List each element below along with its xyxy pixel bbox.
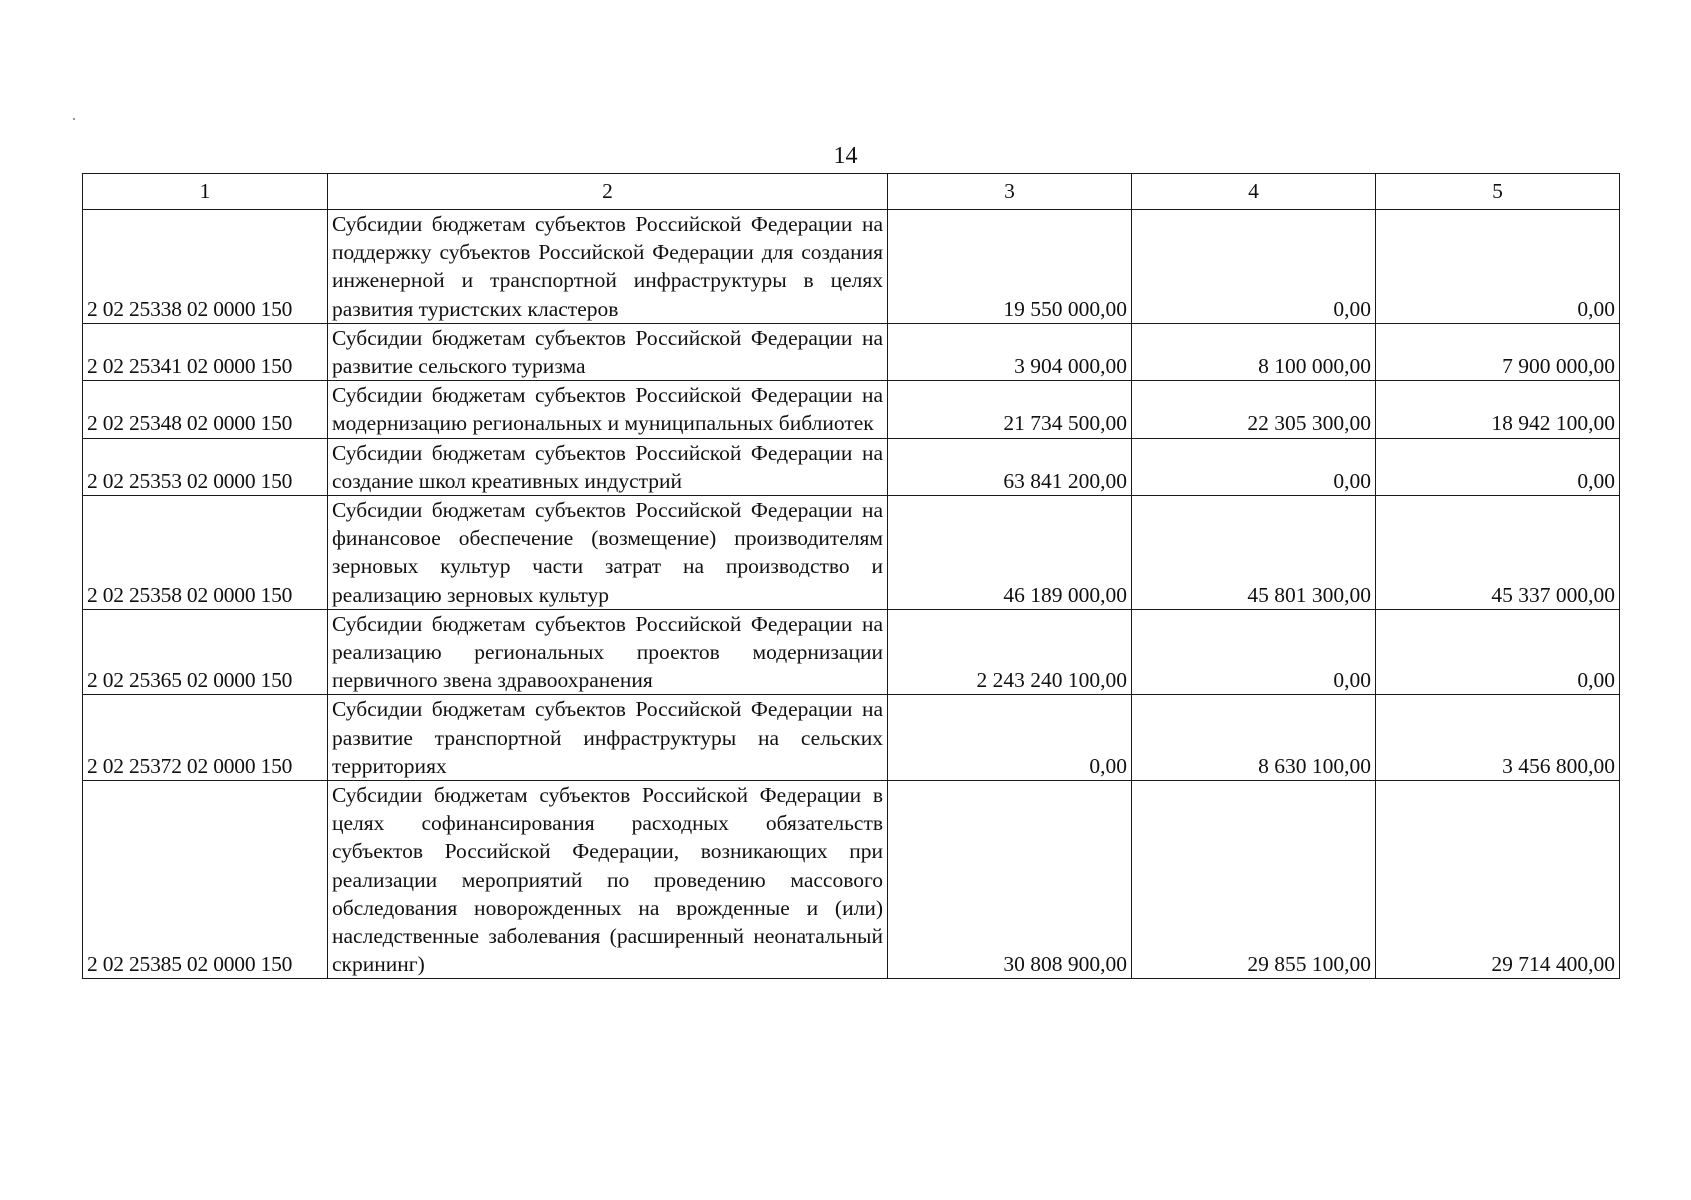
budget-code: 2 02 25372 02 0000 150: [83, 695, 328, 781]
table-row: [83, 381, 1620, 438]
value-col-5: 0,00: [1376, 438, 1620, 495]
column-header-5: 5: [1376, 174, 1620, 210]
value-col-5: 0,00: [1376, 210, 1620, 324]
budget-code: 2 02 25358 02 0000 150: [83, 496, 328, 610]
table-row: [83, 496, 1620, 610]
budget-code: 2 02 25353 02 0000 150: [83, 438, 328, 495]
value-col-4: 29 855 100,00: [1132, 781, 1376, 979]
value-col-4: 8 630 100,00: [1132, 695, 1376, 781]
value-col-4: 0,00: [1132, 609, 1376, 695]
row-description: Субсидии бюджетам субъектов Российской Федерации на модернизацию региональных и муниципальных библиотек: [328, 381, 888, 438]
value-col-4: 0,00: [1132, 438, 1376, 495]
column-header-2: 2: [328, 174, 888, 210]
value-col-4: 45 801 300,00: [1132, 496, 1376, 610]
row-description: Субсидии бюджетам субъектов Российской Федерации на развитие сельского туризма: [328, 323, 888, 380]
value-col-3: 3 904 000,00: [888, 323, 1132, 380]
value-col-3: 30 808 900,00: [888, 781, 1132, 979]
value-col-4: 22 305 300,00: [1132, 381, 1376, 438]
row-description: Субсидии бюджетам субъектов Российской Федерации на финансовое обеспечение (возмещение) производителям зерновых культур части затрат на производство и реализацию зерновых культур: [328, 496, 888, 610]
value-col-4: 8 100 000,00: [1132, 323, 1376, 380]
column-header-3: 3: [888, 174, 1132, 210]
value-col-3: 19 550 000,00: [888, 210, 1132, 324]
value-col-3: 63 841 200,00: [888, 438, 1132, 495]
value-col-4: 0,00: [1132, 210, 1376, 324]
column-header-1: 1: [83, 174, 328, 210]
budget-code: 2 02 25365 02 0000 150: [83, 609, 328, 695]
value-col-5: 0,00: [1376, 609, 1620, 695]
page-number: 14: [833, 143, 858, 169]
scan-speck: [73, 118, 75, 120]
budget-code: 2 02 25385 02 0000 150: [83, 781, 328, 979]
budget-code: 2 02 25338 02 0000 150: [83, 210, 328, 324]
table-row: [83, 438, 1620, 495]
row-description: Субсидии бюджетам субъектов Российской Федерации на реализацию региональных проектов модернизации первичного звена здравоохранения: [328, 609, 888, 695]
value-col-5: 45 337 000,00: [1376, 496, 1620, 610]
budget-table: [82, 173, 1620, 979]
value-col-3: 21 734 500,00: [888, 381, 1132, 438]
table-row: [83, 609, 1620, 695]
value-col-5: 18 942 100,00: [1376, 381, 1620, 438]
value-col-3: 0,00: [888, 695, 1132, 781]
table-row: [83, 323, 1620, 380]
table-row: [83, 210, 1620, 324]
value-col-3: 2 243 240 100,00: [888, 609, 1132, 695]
value-col-3: 46 189 000,00: [888, 496, 1132, 610]
table-row: [83, 695, 1620, 781]
value-col-5: 7 900 000,00: [1376, 323, 1620, 380]
row-description: Субсидии бюджетам субъектов Российской Федерации на создание школ креативных индустрий: [328, 438, 888, 495]
header-row: [83, 174, 1620, 210]
value-col-5: 3 456 800,00: [1376, 695, 1620, 781]
row-description: Субсидии бюджетам субъектов Российской Федерации на поддержку субъектов Российской Федерации для создания инженерной и транспортной инфраструктуры в целях развития туристских кластеров: [328, 210, 888, 324]
column-header-4: 4: [1132, 174, 1376, 210]
budget-code: 2 02 25341 02 0000 150: [83, 323, 328, 380]
value-col-5: 29 714 400,00: [1376, 781, 1620, 979]
table-row: [83, 781, 1620, 979]
row-description: Субсидии бюджетам субъектов Российской Федерации в целях софинансирования расходных обязательств субъектов Российской Федерации, возникающих при реализации мероприятий по проведению массового обследования новорожденных на врожденные и (или) наследственные заболевания (расширенный неонатальный скрининг): [328, 781, 888, 979]
budget-code: 2 02 25348 02 0000 150: [83, 381, 328, 438]
row-description: Субсидии бюджетам субъектов Российской Федерации на развитие транспортной инфраструктуры на сельских территориях: [328, 695, 888, 781]
